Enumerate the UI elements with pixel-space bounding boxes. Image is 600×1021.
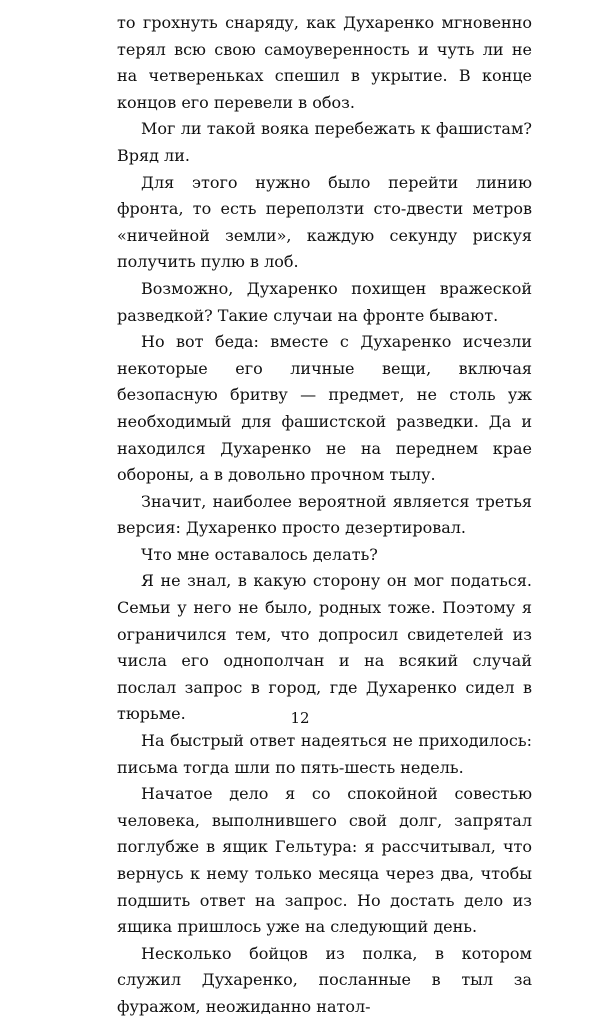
paragraph-5: Но вот беда: вместе с Духаренко исчезли некоторые его личные вещи, включая безопасную бритву — предмет, не столь уж необходимый для фашистской разведки. Да и находился Духаренко не на переднем крае обороны, а в довольно прочном тылу.	[117, 332, 532, 485]
book-page-text	[117, 10, 532, 1021]
paragraph-1: то грохнуть снаряду, как Духаренко мгновенно терял всю свою самоуверенность и чуть ли не на четвереньках спешил в укрытие. В конце концов его перевели в обоз.	[117, 13, 532, 112]
page-number: 12	[290, 709, 310, 727]
paragraph-2: Мог ли такой вояка перебежать к фашистам? Вряд ли.	[117, 119, 532, 165]
paragraph-9: На быстрый ответ надеяться не приходилось: письма тогда шли по пять-шесть недель.	[117, 731, 532, 777]
paragraph-6: Значит, наиболее вероятной является третья версия: Духаренко просто дезертировал.	[117, 491, 532, 538]
paragraph-10: Начатое дело я со спокойной совестью человека, выполнившего свой долг, запрятал поглубже в ящик Гельтура: я рассчитывал, что вернусь к нему только месяца через два, чтобы подшить ответ на запрос. Но достать дело из ящика пришлось уже на следующий день.	[117, 784, 532, 937]
paragraph-11: Несколько бойцов из полка, в котором служил Духаренко, посланные в тыл за фуражом, неожиданно натол-	[117, 943, 532, 1016]
paragraph-7: Что мне оставалось делать?	[141, 544, 378, 564]
paragraph-8: Я не знал, в какую сторону он мог податься. Семьи у него не было, родных тоже. Поэтому я ограничился тем, что допросил свидетелей из числа его однополчан и на всякий случай послал запрос в город, где Духаренко сидел в тюрьме.	[117, 571, 532, 724]
paragraph-4: Возможно, Духаренко похищен вражеской разведкой? Такие случаи на фронте бывают.	[117, 278, 532, 325]
paragraph-3: Для этого нужно было перейти линию фронта, то есть переползти сто-двести метров «ничейной земли», каждую секунду рискуя получить пулю в лоб.	[117, 172, 532, 272]
